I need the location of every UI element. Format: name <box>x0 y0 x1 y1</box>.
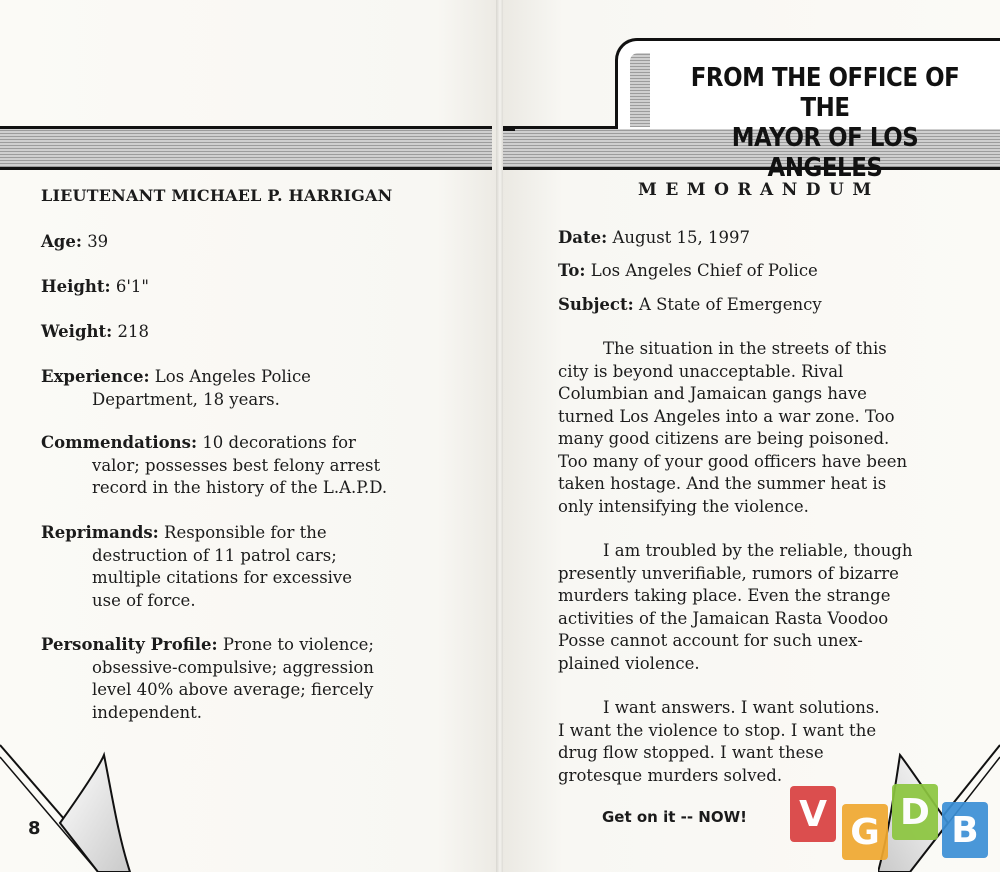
personality-cont-3: independent. <box>92 702 203 722</box>
para2-line-6: plained violence. <box>558 653 700 673</box>
to-value: Los Angeles Chief of Police <box>590 261 818 280</box>
personality-value: Prone to violence; <box>222 635 374 654</box>
para1-line-4: turned Los Angeles into a war zone. Too <box>558 406 895 426</box>
memo-signoff: Get on it -- NOW! <box>602 808 747 826</box>
age-field <box>41 231 461 254</box>
para3-line-4: grotesque murders solved. <box>558 765 783 785</box>
officer-name-heading: LIEUTENANT MICHAEL P. HARRIGAN <box>41 186 393 205</box>
personality-cont-1: obsessive-compulsive; aggression <box>92 657 374 677</box>
subject-value: A State of Emergency <box>638 295 822 314</box>
office-title-card <box>615 38 1000 183</box>
memo-date <box>558 227 750 249</box>
para1-line-2: city is beyond unacceptable. Rival <box>558 361 844 381</box>
page-curl-bottom-left <box>0 735 140 872</box>
memo-paragraph-2 <box>558 540 963 675</box>
personality-cont-2: level 40% above average; fiercely <box>92 680 374 699</box>
logo-letter-b: B <box>942 802 988 858</box>
para2-line-5: Posse cannot account for such unex- <box>558 631 863 650</box>
commendations-field <box>41 432 461 500</box>
office-title-line-2: MAYOR OF LOS ANGELES <box>731 123 919 183</box>
memo-to <box>558 260 818 282</box>
experience-cont-1: Department, 18 years. <box>92 389 280 409</box>
memo-paragraph-1 <box>558 338 963 518</box>
to-label: To: <box>558 261 586 280</box>
height-label: Height: <box>41 277 111 296</box>
commendations-label: Commendations: <box>41 433 198 452</box>
experience-value: Los Angeles Police <box>154 367 311 386</box>
age-value: 39 <box>87 232 109 251</box>
left-page <box>0 0 497 872</box>
memo-subject <box>558 294 822 316</box>
para2-line-2: presently unverifiable, rumors of bizarre <box>558 563 899 583</box>
para2-line-1: I am troubled by the reliable, though <box>603 541 913 560</box>
height-field <box>41 276 461 299</box>
commendations-cont-1: valor; possesses best felony arrest <box>92 455 381 475</box>
para1-line-5: many good citizens are being poisoned. <box>558 429 890 448</box>
weight-value: 218 <box>117 322 149 341</box>
para3-line-3: drug flow stopped. I want these <box>558 743 824 762</box>
para3-line-2: I want the violence to stop. I want the <box>558 720 877 740</box>
para1-line-3: Columbian and Jamaican gangs have <box>558 384 867 403</box>
experience-field <box>41 366 461 411</box>
reprimands-label: Reprimands: <box>41 523 159 542</box>
para2-line-4: activities of the Jamaican Rasta Voodoo <box>558 608 889 628</box>
logo-letter-g: G <box>842 804 888 860</box>
personality-field <box>41 634 461 724</box>
weight-label: Weight: <box>41 322 113 341</box>
subject-label: Subject: <box>558 295 634 314</box>
reprimands-cont-2: multiple citations for excessive <box>92 568 353 587</box>
para1-line-7: taken hostage. And the summer heat is <box>558 474 887 493</box>
reprimands-cont-1: destruction of 11 patrol cars; <box>92 545 337 565</box>
weight-field <box>41 321 461 344</box>
para1-line-6: Too many of your good officers have been <box>558 451 908 471</box>
date-label: Date: <box>558 228 608 247</box>
vgdb-watermark-logo <box>790 784 995 864</box>
office-title-line-1: FROM THE OFFICE OF THE <box>690 63 960 123</box>
reprimands-cont-3: use of force. <box>92 590 196 610</box>
age-label: Age: <box>41 232 82 251</box>
office-title <box>671 63 979 183</box>
right-page <box>503 0 1000 872</box>
para3-line-1: I want answers. I want solutions. <box>603 698 880 717</box>
commendations-cont-2: record in the history of the L.A.P.D. <box>92 478 388 497</box>
date-value: August 15, 1997 <box>612 228 751 247</box>
title-card-shade <box>630 53 650 127</box>
logo-letter-v: V <box>790 786 836 842</box>
personality-label: Personality Profile: <box>41 635 218 654</box>
experience-label: Experience: <box>41 367 150 386</box>
para1-line-1: The situation in the streets of this <box>603 339 887 358</box>
reprimands-value: Responsible for the <box>164 523 327 542</box>
para2-line-3: murders taking place. Even the strange <box>558 586 891 605</box>
para1-line-8: only intensifying the violence. <box>558 496 809 516</box>
left-header-band <box>0 126 492 170</box>
height-value: 6'1" <box>115 277 149 296</box>
reprimands-field <box>41 522 461 612</box>
memo-heading: MEMORANDUM <box>638 180 880 200</box>
logo-letter-d: D <box>892 784 938 840</box>
commendations-value: 10 decorations for <box>202 433 356 452</box>
header-corner-stub <box>503 118 515 131</box>
page-number: 8 <box>28 818 41 839</box>
